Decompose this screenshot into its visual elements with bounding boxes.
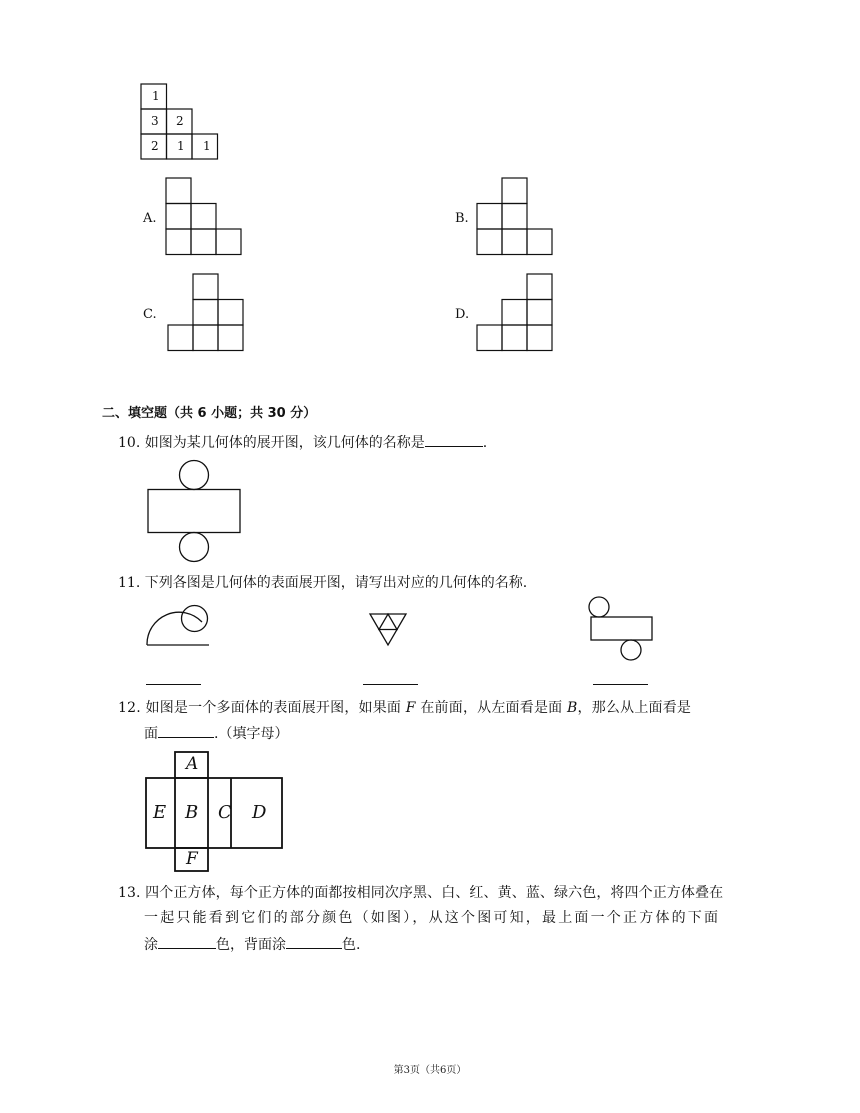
page-footer: 第3页（共6页） [393, 1065, 467, 1076]
q9-option-b-figure [476, 177, 556, 257]
q12-line1-middle: 在前面，从左面看是面 [420, 700, 563, 716]
q10-text-before: 10. 如图为某几何体的展开图，该几何体的名称是 [118, 435, 425, 451]
q10-text-after: . [482, 435, 488, 451]
q11-answer-blank-3[interactable] [593, 670, 648, 685]
q9-grid-cell-r1c1: 1 [152, 89, 160, 103]
q12-face-e: E [153, 802, 167, 823]
q11-tetrahedron-net-figure [368, 612, 408, 648]
q9-grid-cell-r3c3: 1 [203, 139, 211, 153]
q9-grid-cell-r2c2: 2 [176, 114, 184, 128]
q9-option-c-label[interactable]: C. [143, 307, 157, 322]
q12-face-a: A [186, 754, 199, 774]
q13-line3-before: 涂 [144, 937, 158, 953]
q13-line-2: 一起只能看到它们的部分颜色（如图），从这个图可知，最上面一个正方体的下面 [144, 910, 721, 926]
q13-answer-blank-1[interactable] [158, 934, 216, 949]
q11-text: 11. 下列各图是几何体的表面展开图，请写出对应的几何体的名称. [118, 575, 528, 591]
section-2-title: 二、填空题（共 6 小题；共 30 分） [102, 406, 317, 421]
q12-face-b: B [185, 802, 199, 823]
q10-text [118, 432, 487, 453]
q11-answer-blank-1[interactable] [146, 670, 201, 685]
q12-face-d: D [252, 802, 267, 823]
q9-grid-cell-r2c1: 3 [151, 114, 159, 128]
q11-cone-net-figure [146, 603, 212, 649]
q11-cylinder-net-figure [588, 596, 654, 664]
q12-line1-after: ，那么从上面看是 [577, 700, 692, 716]
q12-face-left: B [567, 700, 578, 716]
q12-face-c: C [218, 802, 232, 823]
q9-option-c-figure [167, 273, 247, 353]
q13-line-1: 13. 四个正方体，每个正方体的面都按相同次序黑、白、红、黄、蓝、绿六色，将四个正方体叠在 [118, 885, 724, 901]
q9-grid-cell-r3c2: 1 [177, 139, 185, 153]
q9-option-b-label[interactable]: B. [455, 211, 469, 226]
q9-option-d-label[interactable]: D. [455, 307, 470, 322]
q9-option-a-figure [165, 177, 245, 257]
q13-answer-blank-2[interactable] [286, 934, 342, 949]
q12-face-front: F [405, 700, 416, 716]
q12-answer-blank[interactable] [158, 723, 214, 738]
q9-option-a-label[interactable]: A. [143, 211, 157, 226]
q10-answer-blank[interactable] [425, 432, 483, 447]
q11-answer-blank-2[interactable] [363, 670, 418, 685]
q13-line3-middle: 色，背面涂 [216, 937, 286, 953]
q12-line1-before: 12. 如图是一个多面体的表面展开图，如果面 [118, 700, 402, 716]
q12-line2-before: 面 [144, 726, 158, 742]
q12-line-2 [144, 723, 288, 744]
q12-line-1 [118, 698, 691, 718]
q12-face-f: F [186, 849, 198, 869]
q13-line3-after: 色. [342, 937, 361, 953]
q13-line-3 [144, 934, 360, 955]
q9-grid-cell-r3c1: 2 [151, 139, 159, 153]
q10-cylinder-net-figure [147, 459, 242, 566]
q9-option-d-figure [476, 273, 556, 353]
q12-line2-after: .（填字母） [214, 726, 289, 742]
